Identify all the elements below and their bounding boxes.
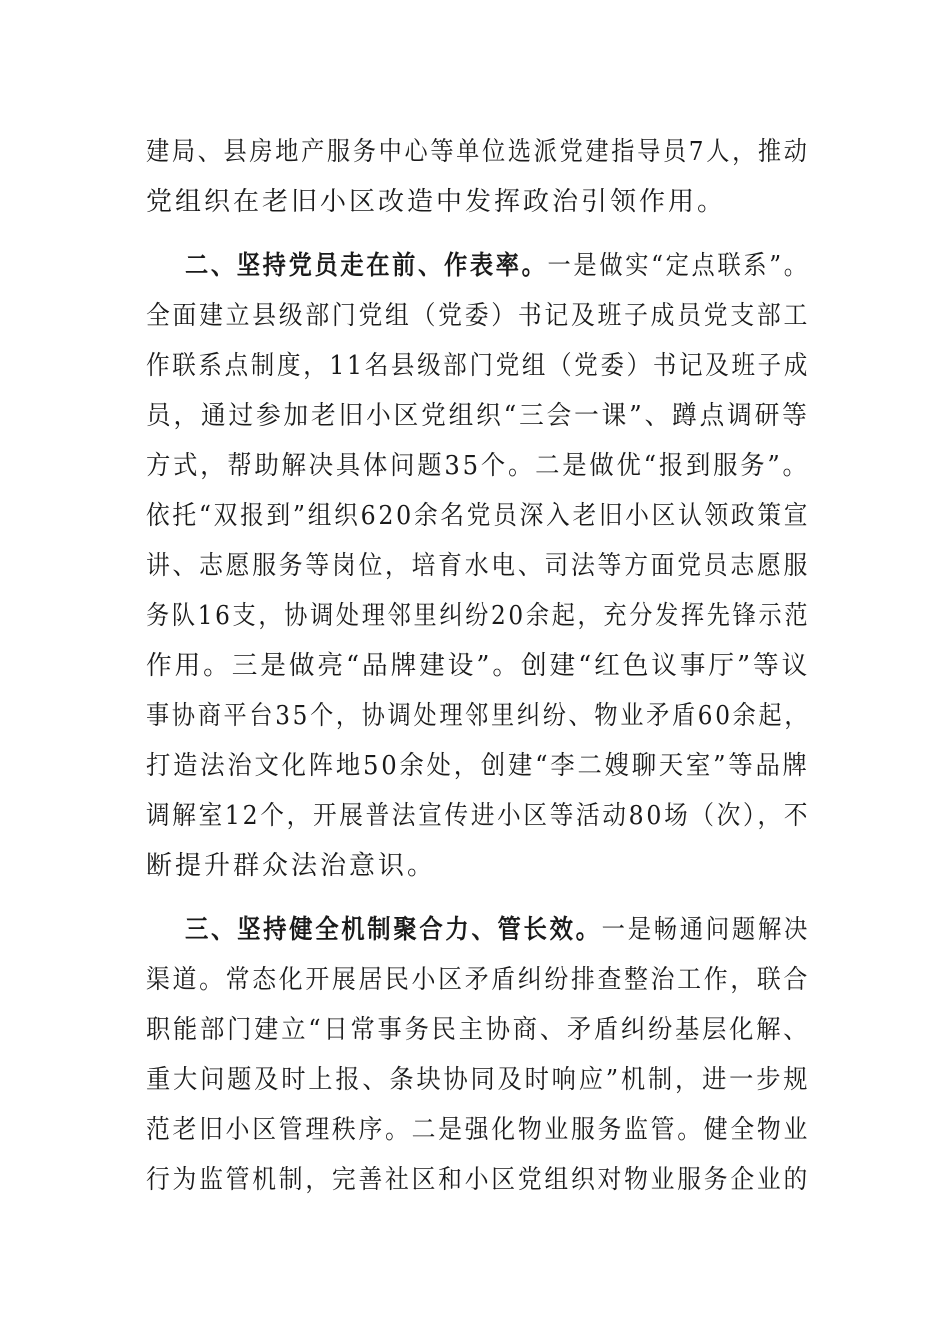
paragraph-2-line: 作用。三是做亮“品牌建设”。创建“红色议事厅”等议 (146, 651, 811, 681)
paragraph-3-line: 重大问题及时上报、条块协同及时响应”机制，进一步规 (146, 1065, 811, 1095)
paragraph-2-first-line (185, 249, 810, 283)
paragraph-3-heading: 三、坚持健全机制聚合力、管长效。 (185, 915, 602, 945)
paragraph-2-line: 全面建立县级部门党组（党委）书记及班子成员党支部工 (146, 301, 811, 331)
paragraph-2-line: 断提升群众法治意识。 (146, 851, 437, 881)
paragraph-1-line-2: 党组织在老旧小区改造中发挥政治引领作用。 (146, 187, 727, 217)
paragraph-3-line: 行为监管机制，完善社区和小区党组织对物业服务企业的 (146, 1165, 811, 1195)
paragraph-1-line-1: 建局、县房地产服务中心等单位选派党建指导员7人，推动 (146, 137, 810, 167)
paragraph-2-first-line-rest: 一是做实“定点联系”。 (547, 251, 810, 281)
paragraph-2-heading: 二、坚持党员走在前、作表率。 (185, 251, 548, 281)
paragraph-2-line: 作联系点制度，11名县级部门党组（党委）书记及班子成 (146, 351, 811, 381)
paragraph-2-line: 务队16支，协调处理邻里纠纷20余起，充分发挥先锋示范 (146, 601, 811, 631)
paragraph-3-line: 范老旧小区管理秩序。二是强化物业服务监管。健全物业 (146, 1115, 811, 1145)
paragraph-2-line: 讲、志愿服务等岗位，培育水电、司法等方面党员志愿服 (146, 551, 811, 581)
paragraph-2-line: 方式，帮助解决具体问题35个。二是做优“报到服务”。 (146, 451, 810, 481)
paragraph-3-first-line-rest: 一是畅通问题解决 (601, 915, 811, 945)
paragraph-2-line: 依托“双报到”组织620余名党员深入老旧小区认领政策宣 (146, 501, 811, 531)
paragraph-2-line: 打造法治文化阵地50余处，创建“李二嫂聊天室”等品牌 (146, 751, 810, 781)
paragraph-2-line: 事协商平台35个，协调处理邻里纠纷、物业矛盾60余起， (146, 701, 811, 731)
paragraph-2-line: 调解室12个，开展普法宣传进小区等活动80场（次），不 (146, 801, 811, 831)
paragraph-3-line: 职能部门建立“日常事务民主协商、矛盾纠纷基层化解、 (146, 1015, 811, 1045)
paragraph-3-line: 渠道。常态化开展居民小区矛盾纠纷排查整治工作，联合 (146, 965, 811, 995)
paragraph-2-line: 员，通过参加老旧小区党组织“三会一课”、蹲点调研等 (146, 401, 810, 431)
paragraph-3-first-line (185, 913, 810, 947)
